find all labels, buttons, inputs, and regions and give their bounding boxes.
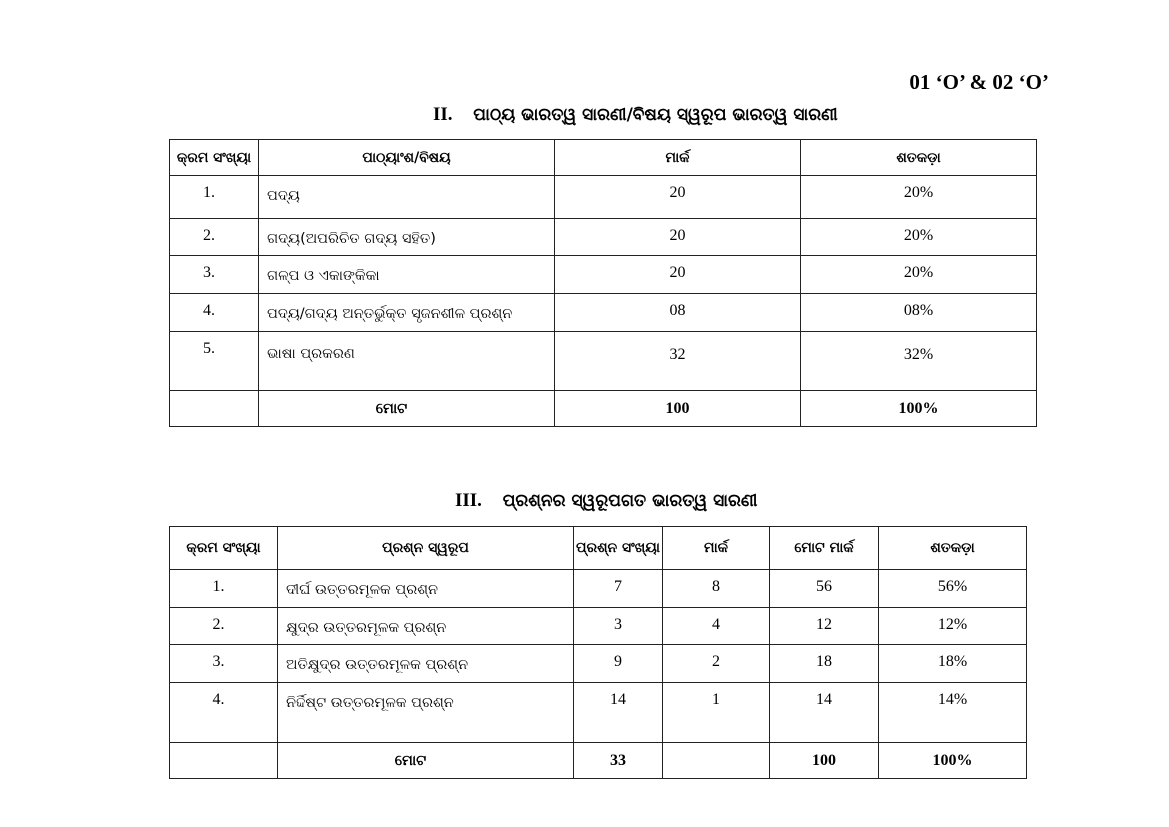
serial-cell: 3. — [170, 645, 278, 683]
marks-cell: 08 — [555, 294, 801, 332]
total-count: 33 — [574, 743, 663, 779]
subject-cell: ଭାଷା ପ୍ରକରଣ — [259, 332, 555, 391]
table-row — [170, 176, 1037, 219]
header-question-type: ପ୍ରଶ୍ନ ସ୍ୱରୂପ — [278, 527, 574, 570]
percent-cell: 20% — [801, 219, 1037, 256]
table-total-row — [170, 743, 1027, 779]
empty-cell — [170, 743, 278, 779]
section-2-heading — [433, 104, 838, 126]
serial-cell: 3. — [170, 256, 259, 294]
serial-cell: 2. — [170, 608, 278, 645]
percent-cell: 18% — [879, 645, 1027, 683]
table-row — [170, 219, 1037, 256]
section-3-heading — [455, 490, 758, 512]
subject-cell: ପଦ୍ୟ — [259, 176, 555, 219]
total-marks-cell: 56 — [770, 570, 879, 608]
serial-cell: 4. — [170, 294, 259, 332]
header-serial: କ୍ରମ ସଂଖ୍ୟା — [170, 140, 259, 176]
marks-cell: 8 — [663, 570, 770, 608]
section-3-number: III. — [455, 490, 482, 511]
count-cell: 3 — [574, 608, 663, 645]
total-marks: 100 — [770, 743, 879, 779]
total-marks-cell: 12 — [770, 608, 879, 645]
question-type-cell: ନିର୍ଦ୍ଦିଷ୍ଟ ଉତ୍ତରମୂଳକ ପ୍ରଶ୍ନ — [278, 683, 574, 743]
serial-cell: 1. — [170, 176, 259, 219]
count-cell: 7 — [574, 570, 663, 608]
total-percent: 100% — [879, 743, 1027, 779]
serial-cell: 1. — [170, 570, 278, 608]
table-row — [170, 608, 1027, 645]
table-row — [170, 332, 1037, 391]
header-total-marks: ମୋଟ ମାର୍କ — [770, 527, 879, 570]
marks-cell: 20 — [555, 256, 801, 294]
table-row — [170, 294, 1037, 332]
total-label: ମୋଟ — [278, 743, 574, 779]
percent-cell: 56% — [879, 570, 1027, 608]
header-marks: ମାର୍କ — [555, 140, 801, 176]
question-type-cell: କ୍ଷୁଦ୍ର ଉତ୍ତରମୂଳକ ପ୍ରଶ୍ନ — [278, 608, 574, 645]
header-subject: ପାଠ୍ୟାଂଶ/ବିଷୟ — [259, 140, 555, 176]
table-header-row — [170, 140, 1037, 176]
marks-cell: 20 — [555, 176, 801, 219]
count-cell: 14 — [574, 683, 663, 743]
marks-cell: 20 — [555, 219, 801, 256]
marks-cell: 32 — [555, 332, 801, 391]
empty-cell — [170, 391, 259, 427]
table-row — [170, 570, 1027, 608]
marks-cell: 4 — [663, 608, 770, 645]
serial-cell: 2. — [170, 219, 259, 256]
question-type-cell: ଅତିକ୍ଷୁଦ୍ର ଉତ୍ତରମୂଳକ ପ୍ରଶ୍ନ — [278, 645, 574, 683]
subject-cell: ପଦ୍ୟ/ଗଦ୍ୟ ଅନ୍ତର୍ଭୁକ୍ତ ସୃଜନଶୀଳ ପ୍ରଶ୍ନ — [259, 294, 555, 332]
percent-cell: 12% — [879, 608, 1027, 645]
section-2-title: ପାଠ୍ୟ ଭାରତ୍ୱ ସାରଣୀ/ବିଷୟ ସ୍ୱରୂପ ଭାରତ୍ୱ ସାରଣୀ — [473, 105, 838, 125]
percent-cell: 14% — [879, 683, 1027, 743]
serial-cell: 4. — [170, 683, 278, 743]
percent-cell: 20% — [801, 256, 1037, 294]
serial-cell: 5. — [170, 332, 259, 391]
table-total-row — [170, 391, 1037, 427]
total-marks-cell: 14 — [770, 683, 879, 743]
question-type-cell: ଦୀର୍ଘ ଉତ୍ତରମୂଳକ ପ୍ରଶ୍ନ — [278, 570, 574, 608]
marks-cell: 1 — [663, 683, 770, 743]
total-percent: 100% — [801, 391, 1037, 427]
subject-cell: ଗଦ୍ୟ(ଅପରିଚିତ ଗଦ୍ୟ ସହିତ) — [259, 219, 555, 256]
table-row — [170, 645, 1027, 683]
total-label: ମୋଟ — [259, 391, 555, 427]
document-code: 01 ‘O’ & 02 ‘O’ — [909, 70, 1049, 94]
table-row — [170, 683, 1027, 743]
header-percent: ଶତକଡ଼ା — [801, 140, 1037, 176]
percent-cell: 32% — [801, 332, 1037, 391]
total-marks: 100 — [555, 391, 801, 427]
table-header-row — [170, 527, 1027, 570]
percent-cell: 08% — [801, 294, 1037, 332]
header-serial: କ୍ରମ ସଂଖ୍ୟା — [170, 527, 278, 570]
question-type-weightage-table — [169, 526, 1027, 779]
section-3-title: ପ୍ରଶ୍ନର ସ୍ୱରୂପଗତ ଭାରତ୍ୱ ସାରଣୀ — [502, 491, 758, 511]
subject-cell: ଗଳ୍ପ ଓ ଏକାଙ୍କିକା — [259, 256, 555, 294]
marks-cell: 2 — [663, 645, 770, 683]
percent-cell: 20% — [801, 176, 1037, 219]
header-question-count: ପ୍ରଶ୍ନ ସଂଖ୍ୟା — [574, 527, 663, 570]
table-row — [170, 256, 1037, 294]
total-marks-per-question — [663, 743, 770, 779]
header-percent: ଶତକଡ଼ା — [879, 527, 1027, 570]
subject-weightage-table — [169, 139, 1037, 427]
count-cell: 9 — [574, 645, 663, 683]
header-marks: ମାର୍କ — [663, 527, 770, 570]
section-2-number: II. — [433, 104, 453, 125]
total-marks-cell: 18 — [770, 645, 879, 683]
